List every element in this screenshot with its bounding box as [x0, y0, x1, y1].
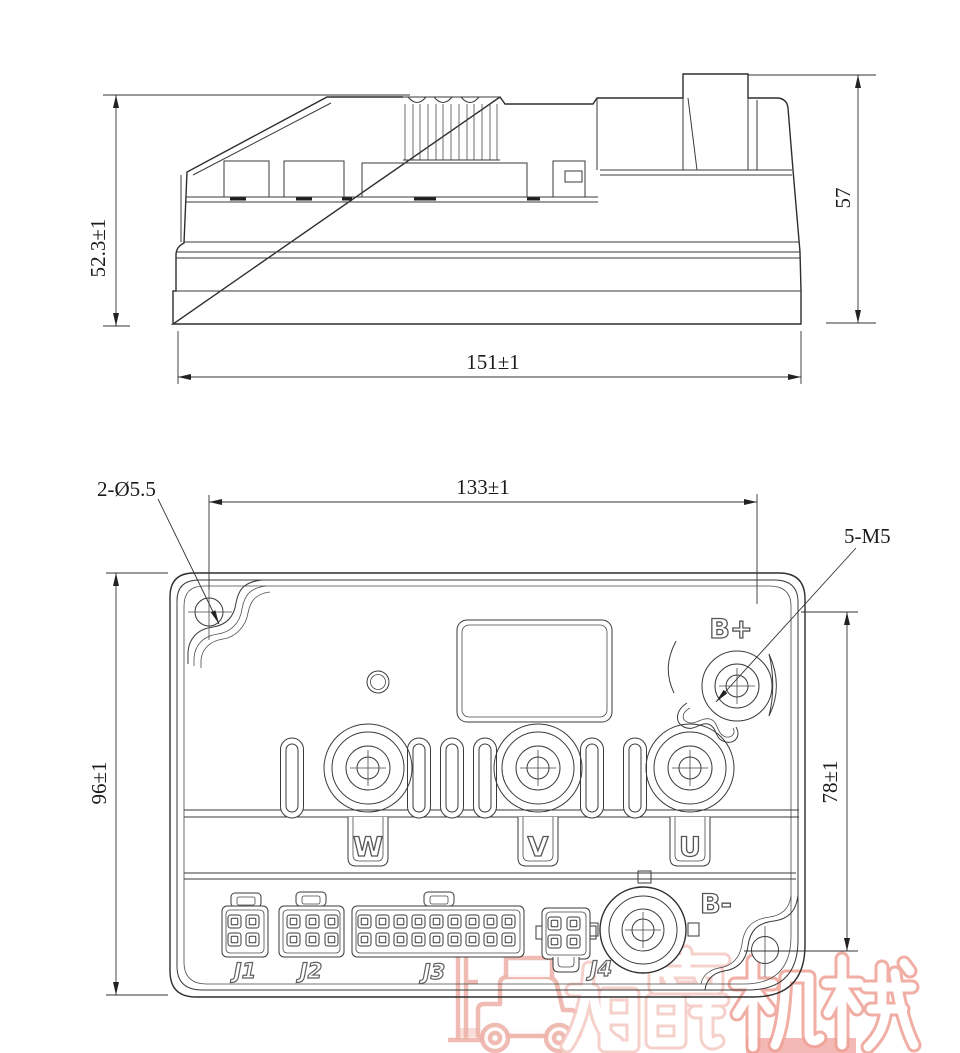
fin-loop — [441, 738, 464, 818]
terminal-v-label: V — [527, 832, 549, 863]
side-connector-block — [553, 161, 585, 197]
watermark — [448, 952, 914, 1053]
terminal-u-post — [646, 724, 734, 812]
connector-j2-label: J2 — [299, 959, 323, 983]
terminal-u-label: U — [679, 832, 701, 863]
terminal-w-tab — [348, 817, 388, 866]
terminal-w-label: W — [353, 832, 383, 863]
plan-dim-height-right: 78±1 — [817, 760, 842, 804]
fin-loop — [474, 738, 497, 818]
connector-j1-label: J1 — [233, 959, 257, 983]
terminal-w-post — [324, 724, 412, 812]
fin-loop — [581, 738, 604, 818]
plan-thread-note: 5-M5 — [844, 524, 891, 548]
plan-view — [87, 475, 891, 997]
side-connector-block — [284, 161, 344, 197]
side-connector-block — [362, 163, 527, 197]
side-connector-block — [224, 161, 269, 197]
connector-j3 — [352, 892, 524, 957]
side-outline — [173, 74, 801, 324]
terminal-v-tab — [518, 817, 558, 866]
side-dim-height-left: 52.3±1 — [85, 218, 110, 278]
connector-j3-label: J3 — [422, 960, 446, 984]
watermark-char-xie — [826, 959, 914, 1047]
connector-j2 — [279, 892, 344, 957]
plan-dim-width-top: 133±1 — [456, 475, 510, 499]
terminal-b-minus-label: B- — [700, 889, 732, 920]
side-dim-width: 151±1 — [466, 350, 520, 374]
side-view — [86, 74, 876, 384]
fin-loop — [624, 738, 647, 818]
fin-loop — [281, 738, 304, 818]
plan-dim-height-left: 96±1 — [86, 761, 111, 805]
side-dim-height-right: 57 — [830, 187, 855, 209]
terminal-v-post — [494, 724, 582, 812]
connector-j4-label: J4 — [589, 957, 613, 981]
nameplate-recess — [457, 620, 612, 722]
connector-j1 — [222, 893, 268, 957]
plan-hole-note: 2-Ø5.5 — [97, 477, 156, 501]
terminal-b-plus-label: B+ — [709, 614, 753, 645]
terminal-u-tab — [670, 817, 710, 866]
